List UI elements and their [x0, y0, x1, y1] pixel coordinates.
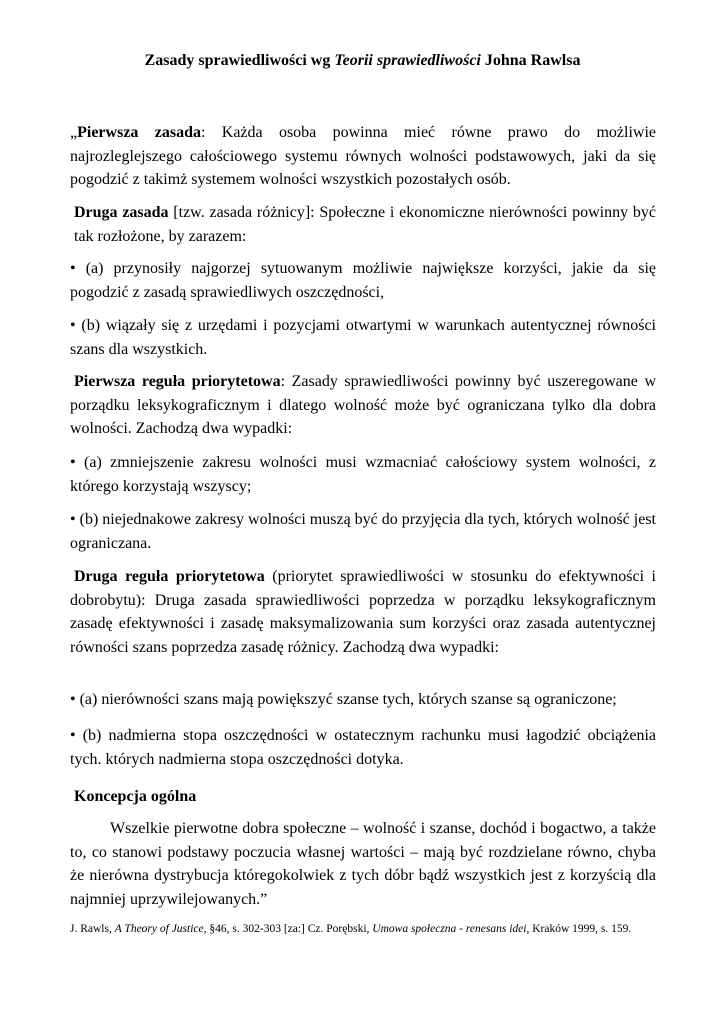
list-item-b-3: • (b) nadmierna stopa oszczędności w ostatecznym rachunku musi łagodzić obciążenia tych. których nadmierna stopa oszczędności dotyka.: [70, 727, 656, 768]
paragraph-second-priority-rule: [70, 565, 656, 659]
title-part1: Zasady sprawiedliwości wg: [144, 52, 335, 69]
list-item-a-2: • (a) zmniejszenie zakresu wolności musi wzmacniać całościowy system wolności, z którego korzystają wszyscy;: [70, 454, 656, 495]
footnote-book-title: A Theory of Justice: [114, 923, 204, 935]
list-item-b-1: • (b) wiązały się z urzędami i pozycjami otwartymi w warunkach autentycznej równości szans dla wszystkich.: [70, 317, 656, 358]
list-item-a-3: • (a) nierówności szans mają powiększyć szanse tych, których szanse są ograniczone;: [70, 691, 617, 708]
footnote-source-title: Umowa społeczna - renesans idei: [372, 923, 527, 935]
paragraph-first-priority-rule: [70, 370, 656, 441]
first-principle-text: : Każda osoba powinna mieć równe prawo do możliwie najrozleglejszego całościowego systemu równych wolności podstawowych, jaki da się pogodzić z takimż systemem wolności wszystkich pozostałych osób.: [70, 124, 657, 188]
list-item-a-1: • (a) przynosiły najgorzej sytuowanym możliwie największe korzyści, jakie da się pogodzić z zasadą sprawiedliwych oszczędności,: [70, 260, 656, 301]
page-title: [0, 51, 725, 71]
second-priority-rule-text: (priorytet sprawiedliwości w stosunku do efektywności i dobrobytu): Druga zasada sprawiedliwości poprzedza w porządku leksykograficznym zasadę efektywności i zasadę maksymalizowania sum korzyści oraz zasada autentycznej równości szans poprzedza zasadę różnicy. Zachodzą dwa wypadki:: [70, 568, 657, 656]
title-part2: Johna Rawlsa: [480, 52, 581, 69]
footnote-author: J. Rawls,: [70, 923, 115, 935]
first-principle-label: Pierwsza zasada: [77, 124, 201, 141]
footnote-pages: , §46, s. 302-303 [za:] Cz. Porębski,: [203, 923, 373, 935]
paragraph-second-principle: [74, 201, 656, 248]
second-principle-label: Druga zasada: [74, 204, 169, 221]
first-priority-rule-text: : Zasady sprawiedliwości powinny być uszeregowane w porządku leksykograficznym i dlatego wolność może być ograniczana tylko dla dobra wolności. Zachodzą dwa wypadki:: [70, 373, 656, 437]
second-priority-rule-label: Druga reguła priorytetowa: [74, 568, 265, 585]
open-quote: „: [70, 124, 78, 141]
section-heading: Koncepcja ogólna: [74, 788, 197, 805]
second-principle-text: [tzw. zasada różnicy]: Społeczne i ekonomiczne nierówności powinny być tak rozłożone, by zarazem:: [74, 204, 656, 245]
title-italic: Teorii sprawiedliwości: [334, 52, 481, 69]
list-item-b-2: • (b) niejednakowe zakresy wolności muszą być do przyjęcia dla tych, których wolność jest ograniczana.: [70, 511, 656, 552]
paragraph-first-principle: [70, 121, 656, 192]
paragraph-general-conception: Wszelkie pierwotne dobra społeczne – wolność i szanse, dochód i bogactwo, a także to, co stanowi podstawy poczucia własnej wartości – mają być rozdzielane równo, chyba że nierówna dystrybucja któregokolwiek z tych dóbr bądź wszystkich jest z korzyścią dla najmniej uprzywilejowanych.”: [70, 820, 656, 908]
footnote: [70, 920, 660, 938]
first-priority-rule-label: Pierwsza reguła priorytetowa: [74, 373, 281, 390]
footnote-publication: , Kraków 1999, s. 159.: [526, 923, 632, 935]
